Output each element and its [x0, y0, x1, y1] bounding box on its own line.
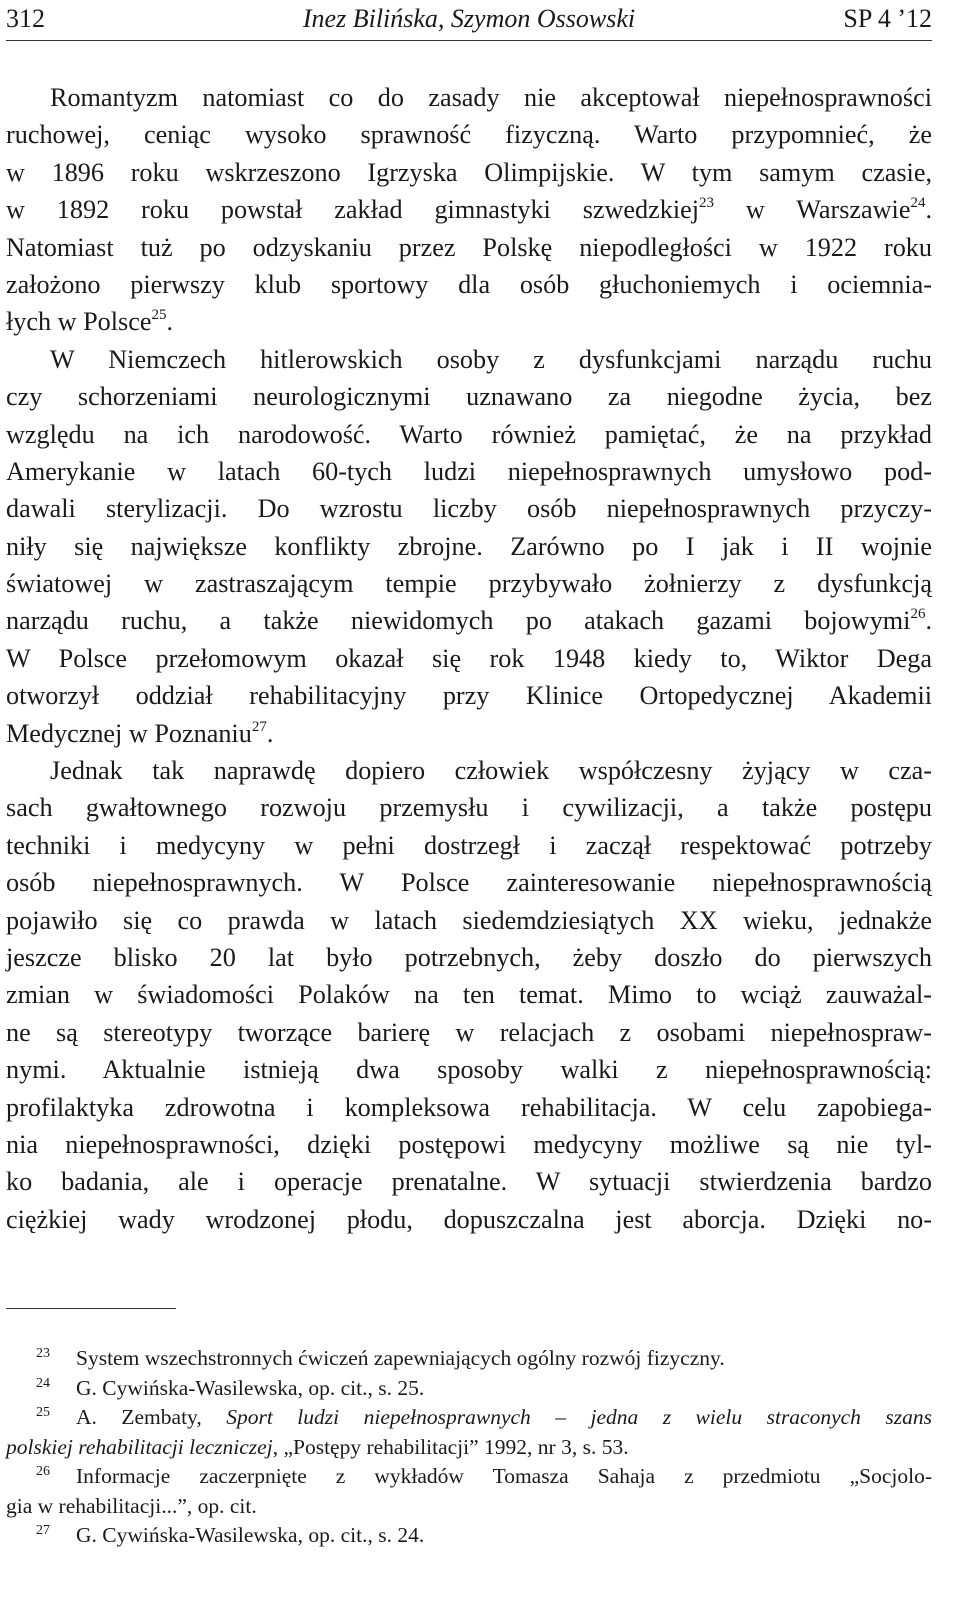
page-number: 312 [6, 4, 45, 33]
text-line: ruchowej, ceniąc wysoko sprawność fizyczną. Warto przypomnieć, że [6, 120, 932, 150]
text-line: dawali sterylizacji. Do wzrostu liczby osób niepełnosprawnych przyczy- [6, 494, 932, 524]
text-line: osób niepełnosprawnych. W Polsce zainteresowanie niepełnosprawnością [6, 868, 932, 898]
text-line: Jednak tak naprawdę dopiero człowiek współczesny żyjący w cza- [50, 756, 932, 786]
text-line: W Niemczech hitlerowskich osoby z dysfunkcjami narządu ruchu [50, 344, 932, 374]
footnote-24: 24 G. Cywińska-Wasilewska, op. cit., s. 25. [36, 1375, 425, 1400]
text-line: techniki i medycyny w pełni dostrzegł i zaczął respektować potrzeby [6, 830, 932, 860]
footnote-text: G. Cywińska-Wasilewska, op. cit., s. 25. [76, 1375, 425, 1400]
footnote-25-continued: polskiej rehabilitacji leczniczej, „Postępy rehabilitacji” 1992, nr 3, s. 53. [6, 1434, 629, 1459]
text-line: sach gwałtownego rozwoju przemysłu i cywilizacji, a także postępu [6, 793, 932, 823]
footnote-ref: 25 [151, 307, 167, 324]
text-line: Amerykanie w latach 60-tych ludzi niepełnosprawnych umysłowo pod- [6, 456, 932, 486]
text-line: względu na ich narodowość. Warto również pamiętać, że na przykład [6, 419, 932, 449]
text-line: czy schorzeniami neurologicznymi uznawano za niegodne życia, bez [6, 382, 932, 412]
text-line: założono pierwszy klub sportowy dla osób głuchoniemych i ociemnia- [6, 269, 932, 299]
footnote-23: 23 System wszechstronnych ćwiczeń zapewniających ogólny rozwój fizyczny. [36, 1346, 725, 1370]
text-line: ne są stereotypy tworzące barierę w relacjach z osobami niepełnospraw- [6, 1017, 932, 1047]
footnote-26: 26 Informacje zaczerpnięte z wykładów Tomasza Sahaja z przedmiotu „Socjolo- [36, 1464, 932, 1488]
footnote-27: 27 G. Cywińska-Wasilewska, op. cit., s. 24. [36, 1523, 425, 1547]
text-line: zmian w świadomości Polaków na ten temat. Mimo to wciąż zauważal- [6, 980, 932, 1010]
running-authors: Inez Bilińska, Szymon Ossowski [302, 4, 636, 33]
footnote-ref: 27 [251, 718, 267, 735]
text-line: Romantyzm natomiast co do zasady nie akceptował niepełnosprawności [50, 83, 932, 112]
text-line: jeszcze blisko 20 lat było potrzebnych, żeby doszło do pierwszych [6, 942, 932, 972]
footnote-text: System wszechstronnych ćwiczeń zapewniających ogólny rozwój fizyczny. [76, 1346, 725, 1370]
footnote-25: 25 A. Zembaty, Sport ludzi niepełnosprawnych – jedna z wielu straconych szans [36, 1405, 933, 1429]
text-line: narządu ruchu, a także niewidomych po atakach gazami bojowymi$^{26}$. [6, 606, 932, 636]
footnote-text: A. Zembaty, Sport ludzi niepełnosprawnych – jedna z wielu straconych szans [76, 1405, 933, 1429]
footnote-ref: 26 [910, 606, 926, 623]
running-header [6, 0, 932, 41]
text-line: pojawiło się co prawda w latach siedemdziesiątych XX wieku, jednakże [6, 905, 932, 935]
text-line: światowej w zastraszającym tempie przybywało żołnierzy z dysfunkcją [6, 569, 932, 599]
footnote-text: G. Cywińska-Wasilewska, op. cit., s. 24. [76, 1523, 425, 1547]
text-line: ciężkiej wady wrodzonej płodu, dopuszczalna jest aborcja. Dzięki no- [6, 1204, 932, 1234]
text-line: niły się największe konflikty zbrojne. Zarówno po I jak i II wojnie [6, 531, 932, 561]
footnote-text: Informacje zaczerpnięte z wykładów Tomasza Sahaja z przedmiotu „Socjolo- [76, 1464, 932, 1488]
text-line: łych w Polsce$^{25}$. [6, 307, 174, 337]
text-line: nymi. Aktualnie istnieją dwa sposoby walki z niepełnosprawnością: [6, 1055, 932, 1085]
text-line: nia niepełnosprawności, dzięki postępowi medycyny możliwe są nie tyl- [6, 1129, 932, 1159]
text-line: W Polsce przełomowym okazał się rok 1948 kiedy to, Wiktor Dega [6, 643, 932, 673]
footnote-26-continued: gia w rehabilitacji...”, op. cit. [6, 1493, 257, 1518]
main-text [6, 79, 932, 1238]
footnotes [6, 1344, 932, 1551]
footnote-separator [6, 1308, 176, 1309]
journal-issue: SP 4 ’12 [843, 4, 932, 33]
text-line: Medycznej w Poznaniu$^{27}$. [6, 718, 274, 748]
footnote-ref: 23 [699, 195, 715, 212]
text-line: ko badania, ale i operacje prenatalne. W sytuacji stwierdzenia bardzo [6, 1167, 932, 1197]
text-line: Natomiast tuż po odzyskaniu przez Polskę niepodległości w 1922 roku [6, 232, 932, 262]
text-line: w 1892 roku powstał zakład gimnastyki szwedzkiej$^{23}$ w Warszawie$^{24}$. [6, 195, 932, 225]
text-line: otworzył oddział rehabilitacyjny przy Klinice Ortopedycznej Akademii [6, 681, 932, 711]
footnote-ref: 24 [910, 195, 926, 212]
text-line: w 1896 roku wskrzeszono Igrzyska Olimpijskie. W tym samym czasie, [6, 157, 932, 187]
text-line: profilaktyka zdrowotna i kompleksowa rehabilitacja. W celu zapobiega- [6, 1092, 932, 1122]
